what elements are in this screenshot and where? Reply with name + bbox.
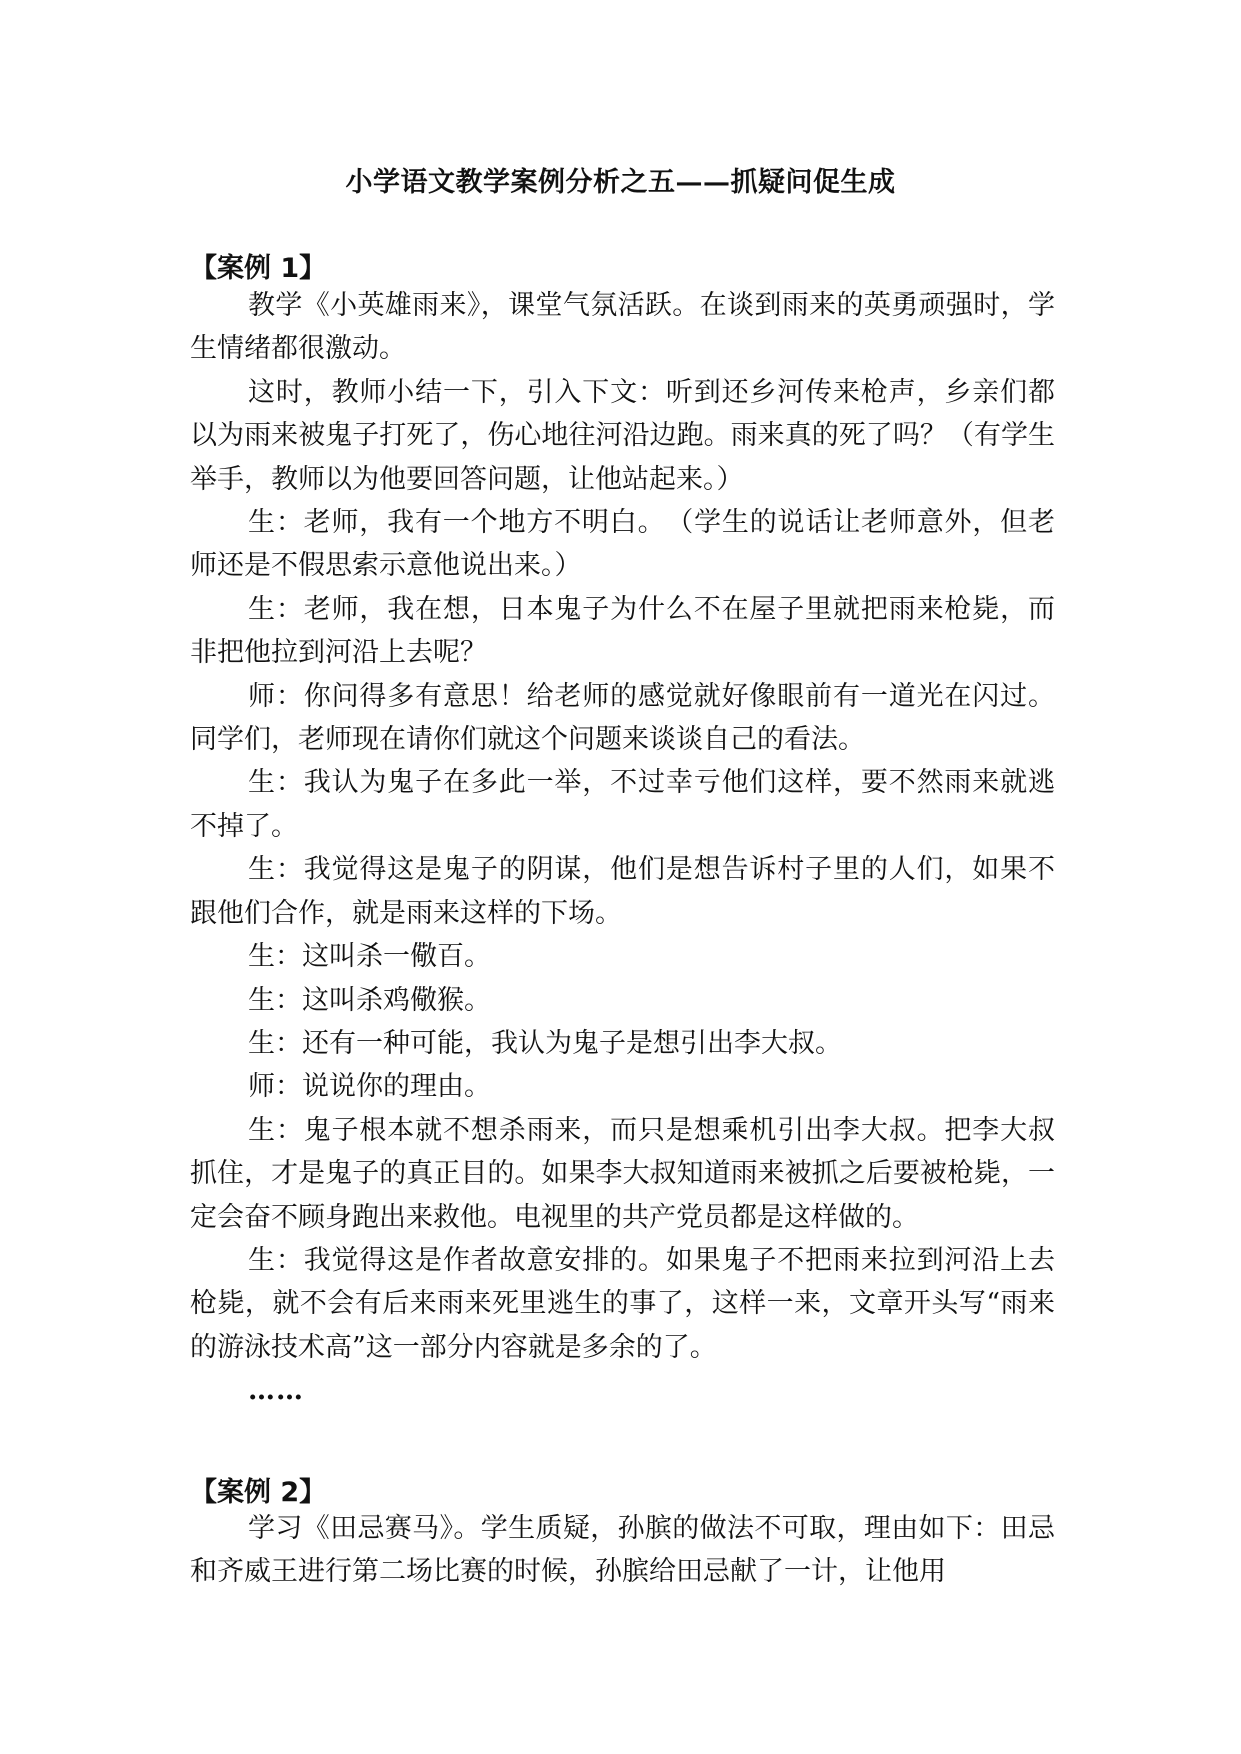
- paragraph: 学习《田忌赛马》。学生质疑，孙膑的做法不可取，理由如下：田忌和齐威王进行第二场比赛的时候，孙膑给田忌献了一计，让他用: [190, 1513, 1055, 1588]
- paragraph: 生：这叫杀鸡儆猴。: [248, 984, 491, 1016]
- paragraph: 生：我觉得这是作者故意安排的。如果鬼子不把雨来拉到河沿上去枪毙，就不会有后来雨来死里逃生的事了，这样一来，文章开头写“雨来的游泳技术高”这一部分内容就是多余的了。: [190, 1244, 1055, 1363]
- paragraph: 生：我认为鬼子在多此一举，不过幸亏他们这样，要不然雨来就逃不掉了。: [190, 767, 1055, 842]
- ellipsis: ……: [248, 1375, 304, 1407]
- paragraph: 生：老师，我在想，日本鬼子为什么不在屋子里就把雨来枪毙，而非把他拉到河沿上去呢？: [190, 593, 1055, 669]
- paragraph: 这时，教师小结一下，引入下文：听到还乡河传来枪声，乡亲们都以为雨来被鬼子打死了，伤心地往河沿边跑。雨来真的死了吗？（有学生举手，教师以为他要回答问题，让他站起来。）: [190, 376, 1055, 495]
- case-1-body: [190, 284, 1055, 1413]
- case-1-heading: 【案例 1】: [190, 253, 327, 284]
- paragraph: 师：你问得多有意思！给老师的感觉就好像眼前有一道光在闪过。同学们，老师现在请你们就这个问题来谈谈自己的看法。: [190, 680, 1055, 756]
- paragraph: 生：这叫杀一儆百。: [248, 941, 491, 973]
- paragraph: 生：我觉得这是鬼子的阴谋，他们是想告诉村子里的人们，如果不跟他们合作，就是雨来这样的下场。: [190, 854, 1055, 929]
- paragraph: 教学《小英雄雨来》，课堂气氛活跃。在谈到雨来的英勇顽强时，学生情绪都很激动。: [190, 290, 1055, 365]
- paragraph: 生：老师，我有一个地方不明白。 （学生的说话让老师意外，但老师还是不假思索示意他说出来。）: [190, 507, 1055, 582]
- paragraph: 生：还有一种可能，我认为鬼子是想引出李大叔。: [248, 1027, 842, 1059]
- case-2-heading: 【案例 2】: [190, 1477, 327, 1508]
- paragraph: 师：说说你的理由。: [248, 1071, 491, 1103]
- case-2-body: [190, 1507, 1055, 1594]
- document-title: 小学语文教学案例分析之五——抓疑问促生成: [345, 167, 896, 198]
- paragraph: 生：鬼子根本就不想杀雨来，而只是想乘机引出李大叔。把李大叔抓住，才是鬼子的真正目的。如果李大叔知道雨来被抓之后要被枪毙，一定会奋不顾身跑出来救他。电视里的共产党员都是这样做的。: [190, 1114, 1055, 1233]
